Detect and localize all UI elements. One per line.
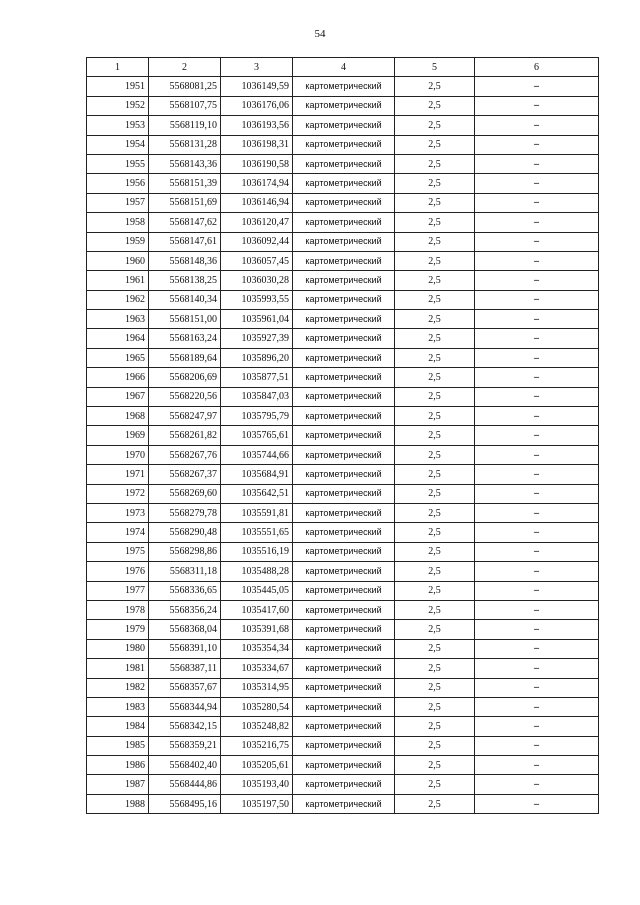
- y-coordinate-cell: 1035314,95: [221, 678, 293, 697]
- point-number-cell: 1967: [87, 387, 149, 406]
- x-coordinate-cell: 5568269,60: [149, 484, 221, 503]
- table-row: [87, 503, 599, 522]
- table-row: [87, 368, 599, 387]
- x-coordinate-cell: 5568290,48: [149, 523, 221, 542]
- table-row: [87, 329, 599, 348]
- accuracy-cell: 2,5: [395, 542, 475, 561]
- table-row: [87, 445, 599, 464]
- table-row: [87, 678, 599, 697]
- accuracy-cell: 2,5: [395, 523, 475, 542]
- x-coordinate-cell: 5568495,16: [149, 794, 221, 813]
- table-row: [87, 562, 599, 581]
- table-row: [87, 232, 599, 251]
- description-cell: –: [475, 581, 599, 600]
- accuracy-cell: 2,5: [395, 678, 475, 697]
- accuracy-cell: 2,5: [395, 426, 475, 445]
- y-coordinate-cell: 1035516,19: [221, 542, 293, 561]
- description-cell: –: [475, 116, 599, 135]
- y-coordinate-cell: 1036176,06: [221, 96, 293, 115]
- method-cell: картометрический: [293, 174, 395, 193]
- accuracy-cell: 2,5: [395, 484, 475, 503]
- table-row: [87, 77, 599, 96]
- y-coordinate-cell: 1035927,39: [221, 329, 293, 348]
- y-coordinate-cell: 1036193,56: [221, 116, 293, 135]
- accuracy-cell: 2,5: [395, 387, 475, 406]
- method-cell: картометрический: [293, 523, 395, 542]
- x-coordinate-cell: 5568298,86: [149, 542, 221, 561]
- description-cell: –: [475, 445, 599, 464]
- description-cell: –: [475, 368, 599, 387]
- point-number-cell: 1983: [87, 697, 149, 716]
- accuracy-cell: 2,5: [395, 775, 475, 794]
- point-number-cell: 1971: [87, 465, 149, 484]
- method-cell: картометрический: [293, 329, 395, 348]
- method-cell: картометрический: [293, 600, 395, 619]
- column-header: 3: [221, 58, 293, 77]
- x-coordinate-cell: 5568163,24: [149, 329, 221, 348]
- y-coordinate-cell: 1036174,94: [221, 174, 293, 193]
- point-number-cell: 1981: [87, 659, 149, 678]
- point-number-cell: 1979: [87, 620, 149, 639]
- y-coordinate-cell: 1035417,60: [221, 600, 293, 619]
- accuracy-cell: 2,5: [395, 736, 475, 755]
- y-coordinate-cell: 1035488,28: [221, 562, 293, 581]
- description-cell: –: [475, 756, 599, 775]
- y-coordinate-cell: 1035795,79: [221, 407, 293, 426]
- description-cell: –: [475, 387, 599, 406]
- method-cell: картометрический: [293, 426, 395, 445]
- description-cell: –: [475, 96, 599, 115]
- table-row: [87, 736, 599, 755]
- y-coordinate-cell: 1036190,58: [221, 154, 293, 173]
- x-coordinate-cell: 5568119,10: [149, 116, 221, 135]
- description-cell: –: [475, 678, 599, 697]
- table-row: [87, 542, 599, 561]
- accuracy-cell: 2,5: [395, 310, 475, 329]
- accuracy-cell: 2,5: [395, 600, 475, 619]
- y-coordinate-cell: 1036149,59: [221, 77, 293, 96]
- point-number-cell: 1951: [87, 77, 149, 96]
- method-cell: картометрический: [293, 368, 395, 387]
- description-cell: –: [475, 407, 599, 426]
- point-number-cell: 1963: [87, 310, 149, 329]
- column-header: 5: [395, 58, 475, 77]
- point-number-cell: 1962: [87, 290, 149, 309]
- method-cell: картометрический: [293, 775, 395, 794]
- point-number-cell: 1966: [87, 368, 149, 387]
- method-cell: картометрический: [293, 659, 395, 678]
- table-row: [87, 465, 599, 484]
- accuracy-cell: 2,5: [395, 77, 475, 96]
- accuracy-cell: 2,5: [395, 717, 475, 736]
- x-coordinate-cell: 5568206,69: [149, 368, 221, 387]
- x-coordinate-cell: 5568147,61: [149, 232, 221, 251]
- description-cell: –: [475, 310, 599, 329]
- table-row: [87, 96, 599, 115]
- description-cell: –: [475, 659, 599, 678]
- y-coordinate-cell: 1035765,61: [221, 426, 293, 445]
- table-row: [87, 697, 599, 716]
- description-cell: –: [475, 775, 599, 794]
- point-number-cell: 1988: [87, 794, 149, 813]
- accuracy-cell: 2,5: [395, 348, 475, 367]
- description-cell: –: [475, 232, 599, 251]
- y-coordinate-cell: 1035248,82: [221, 717, 293, 736]
- point-number-cell: 1987: [87, 775, 149, 794]
- accuracy-cell: 2,5: [395, 562, 475, 581]
- method-cell: картометрический: [293, 213, 395, 232]
- x-coordinate-cell: 5568267,76: [149, 445, 221, 464]
- method-cell: картометрический: [293, 736, 395, 755]
- accuracy-cell: 2,5: [395, 174, 475, 193]
- method-cell: картометрический: [293, 678, 395, 697]
- y-coordinate-cell: 1036057,45: [221, 251, 293, 270]
- method-cell: картометрический: [293, 407, 395, 426]
- table-row: [87, 348, 599, 367]
- method-cell: картометрический: [293, 756, 395, 775]
- x-coordinate-cell: 5568148,36: [149, 251, 221, 270]
- table-row: [87, 174, 599, 193]
- x-coordinate-cell: 5568147,62: [149, 213, 221, 232]
- description-cell: –: [475, 620, 599, 639]
- point-number-cell: 1954: [87, 135, 149, 154]
- point-number-cell: 1978: [87, 600, 149, 619]
- description-cell: –: [475, 135, 599, 154]
- accuracy-cell: 2,5: [395, 116, 475, 135]
- accuracy-cell: 2,5: [395, 581, 475, 600]
- table-row: [87, 794, 599, 813]
- description-cell: –: [475, 329, 599, 348]
- method-cell: картометрический: [293, 542, 395, 561]
- description-cell: –: [475, 290, 599, 309]
- accuracy-cell: 2,5: [395, 213, 475, 232]
- method-cell: картометрический: [293, 620, 395, 639]
- point-number-cell: 1965: [87, 348, 149, 367]
- method-cell: картометрический: [293, 639, 395, 658]
- accuracy-cell: 2,5: [395, 465, 475, 484]
- x-coordinate-cell: 5568081,25: [149, 77, 221, 96]
- description-cell: –: [475, 348, 599, 367]
- table-row: [87, 659, 599, 678]
- table-row: [87, 523, 599, 542]
- x-coordinate-cell: 5568189,64: [149, 348, 221, 367]
- x-coordinate-cell: 5568151,69: [149, 193, 221, 212]
- table-row: [87, 387, 599, 406]
- x-coordinate-cell: 5568311,18: [149, 562, 221, 581]
- point-number-cell: 1953: [87, 116, 149, 135]
- description-cell: –: [475, 271, 599, 290]
- description-cell: –: [475, 193, 599, 212]
- point-number-cell: 1974: [87, 523, 149, 542]
- x-coordinate-cell: 5568151,00: [149, 310, 221, 329]
- column-header: 1: [87, 58, 149, 77]
- y-coordinate-cell: 1035744,66: [221, 445, 293, 464]
- x-coordinate-cell: 5568220,56: [149, 387, 221, 406]
- description-cell: –: [475, 484, 599, 503]
- point-number-cell: 1972: [87, 484, 149, 503]
- description-cell: –: [475, 736, 599, 755]
- method-cell: картометрический: [293, 503, 395, 522]
- x-coordinate-cell: 5568107,75: [149, 96, 221, 115]
- accuracy-cell: 2,5: [395, 620, 475, 639]
- y-coordinate-cell: 1035205,61: [221, 756, 293, 775]
- description-cell: –: [475, 717, 599, 736]
- table-row: [87, 426, 599, 445]
- table-row: [87, 600, 599, 619]
- column-header: 4: [293, 58, 395, 77]
- x-coordinate-cell: 5568387,11: [149, 659, 221, 678]
- table-row: [87, 484, 599, 503]
- y-coordinate-cell: 1035197,50: [221, 794, 293, 813]
- description-cell: –: [475, 154, 599, 173]
- y-coordinate-cell: 1035684,91: [221, 465, 293, 484]
- y-coordinate-cell: 1035280,54: [221, 697, 293, 716]
- method-cell: картометрический: [293, 193, 395, 212]
- description-cell: –: [475, 426, 599, 445]
- description-cell: –: [475, 77, 599, 96]
- description-cell: –: [475, 542, 599, 561]
- y-coordinate-cell: 1035993,55: [221, 290, 293, 309]
- method-cell: картометрический: [293, 794, 395, 813]
- description-cell: –: [475, 523, 599, 542]
- y-coordinate-cell: 1036198,31: [221, 135, 293, 154]
- method-cell: картометрический: [293, 484, 395, 503]
- y-coordinate-cell: 1035354,34: [221, 639, 293, 658]
- description-cell: –: [475, 174, 599, 193]
- method-cell: картометрический: [293, 445, 395, 464]
- table-row: [87, 154, 599, 173]
- y-coordinate-cell: 1035591,81: [221, 503, 293, 522]
- x-coordinate-cell: 5568357,67: [149, 678, 221, 697]
- y-coordinate-cell: 1035642,51: [221, 484, 293, 503]
- y-coordinate-cell: 1036030,28: [221, 271, 293, 290]
- x-coordinate-cell: 5568402,40: [149, 756, 221, 775]
- description-cell: –: [475, 562, 599, 581]
- y-coordinate-cell: 1035847,03: [221, 387, 293, 406]
- method-cell: картометрический: [293, 697, 395, 716]
- point-number-cell: 1961: [87, 271, 149, 290]
- point-number-cell: 1970: [87, 445, 149, 464]
- point-number-cell: 1964: [87, 329, 149, 348]
- table-row: [87, 717, 599, 736]
- method-cell: картометрический: [293, 310, 395, 329]
- method-cell: картометрический: [293, 154, 395, 173]
- point-number-cell: 1982: [87, 678, 149, 697]
- point-number-cell: 1976: [87, 562, 149, 581]
- y-coordinate-cell: 1035877,51: [221, 368, 293, 387]
- method-cell: картометрический: [293, 135, 395, 154]
- point-number-cell: 1973: [87, 503, 149, 522]
- accuracy-cell: 2,5: [395, 251, 475, 270]
- accuracy-cell: 2,5: [395, 659, 475, 678]
- point-number-cell: 1959: [87, 232, 149, 251]
- x-coordinate-cell: 5568143,36: [149, 154, 221, 173]
- x-coordinate-cell: 5568359,21: [149, 736, 221, 755]
- x-coordinate-cell: 5568356,24: [149, 600, 221, 619]
- y-coordinate-cell: 1036120,47: [221, 213, 293, 232]
- method-cell: картометрический: [293, 348, 395, 367]
- table-row: [87, 135, 599, 154]
- table-row: [87, 620, 599, 639]
- x-coordinate-cell: 5568247,97: [149, 407, 221, 426]
- table-row: [87, 407, 599, 426]
- description-cell: –: [475, 697, 599, 716]
- x-coordinate-cell: 5568279,78: [149, 503, 221, 522]
- accuracy-cell: 2,5: [395, 756, 475, 775]
- x-coordinate-cell: 5568342,15: [149, 717, 221, 736]
- point-number-cell: 1986: [87, 756, 149, 775]
- y-coordinate-cell: 1035334,67: [221, 659, 293, 678]
- accuracy-cell: 2,5: [395, 697, 475, 716]
- table-row: [87, 271, 599, 290]
- accuracy-cell: 2,5: [395, 290, 475, 309]
- accuracy-cell: 2,5: [395, 445, 475, 464]
- y-coordinate-cell: 1035445,05: [221, 581, 293, 600]
- point-number-cell: 1969: [87, 426, 149, 445]
- y-coordinate-cell: 1035961,04: [221, 310, 293, 329]
- table-row: [87, 581, 599, 600]
- description-cell: –: [475, 639, 599, 658]
- x-coordinate-cell: 5568368,04: [149, 620, 221, 639]
- method-cell: картометрический: [293, 96, 395, 115]
- accuracy-cell: 2,5: [395, 135, 475, 154]
- description-cell: –: [475, 503, 599, 522]
- table-row: [87, 290, 599, 309]
- x-coordinate-cell: 5568138,25: [149, 271, 221, 290]
- description-cell: –: [475, 794, 599, 813]
- method-cell: картометрический: [293, 290, 395, 309]
- point-number-cell: 1952: [87, 96, 149, 115]
- point-number-cell: 1960: [87, 251, 149, 270]
- table-row: [87, 116, 599, 135]
- point-number-cell: 1968: [87, 407, 149, 426]
- page-number: 54: [314, 28, 326, 40]
- coordinates-table: [86, 57, 599, 814]
- y-coordinate-cell: 1035896,20: [221, 348, 293, 367]
- accuracy-cell: 2,5: [395, 794, 475, 813]
- accuracy-cell: 2,5: [395, 639, 475, 658]
- method-cell: картометрический: [293, 77, 395, 96]
- method-cell: картометрический: [293, 717, 395, 736]
- table-header-row: [87, 58, 599, 77]
- table-row: [87, 193, 599, 212]
- y-coordinate-cell: 1035391,68: [221, 620, 293, 639]
- x-coordinate-cell: 5568336,65: [149, 581, 221, 600]
- accuracy-cell: 2,5: [395, 329, 475, 348]
- table-row: [87, 775, 599, 794]
- table-row: [87, 756, 599, 775]
- point-number-cell: 1957: [87, 193, 149, 212]
- method-cell: картометрический: [293, 562, 395, 581]
- point-number-cell: 1977: [87, 581, 149, 600]
- method-cell: картометрический: [293, 465, 395, 484]
- method-cell: картометрический: [293, 581, 395, 600]
- accuracy-cell: 2,5: [395, 193, 475, 212]
- point-number-cell: 1958: [87, 213, 149, 232]
- table-row: [87, 213, 599, 232]
- point-number-cell: 1955: [87, 154, 149, 173]
- accuracy-cell: 2,5: [395, 96, 475, 115]
- description-cell: –: [475, 600, 599, 619]
- table-row: [87, 639, 599, 658]
- method-cell: картометрический: [293, 251, 395, 270]
- y-coordinate-cell: 1036146,94: [221, 193, 293, 212]
- x-coordinate-cell: 5568391,10: [149, 639, 221, 658]
- x-coordinate-cell: 5568344,94: [149, 697, 221, 716]
- point-number-cell: 1975: [87, 542, 149, 561]
- method-cell: картометрический: [293, 232, 395, 251]
- x-coordinate-cell: 5568267,37: [149, 465, 221, 484]
- method-cell: картометрический: [293, 387, 395, 406]
- x-coordinate-cell: 5568444,86: [149, 775, 221, 794]
- x-coordinate-cell: 5568131,28: [149, 135, 221, 154]
- column-header: 6: [475, 58, 599, 77]
- table-row: [87, 310, 599, 329]
- description-cell: –: [475, 251, 599, 270]
- accuracy-cell: 2,5: [395, 407, 475, 426]
- description-cell: –: [475, 465, 599, 484]
- point-number-cell: 1985: [87, 736, 149, 755]
- description-cell: –: [475, 213, 599, 232]
- table-row: [87, 251, 599, 270]
- point-number-cell: 1984: [87, 717, 149, 736]
- accuracy-cell: 2,5: [395, 368, 475, 387]
- y-coordinate-cell: 1035193,40: [221, 775, 293, 794]
- column-header: 2: [149, 58, 221, 77]
- accuracy-cell: 2,5: [395, 271, 475, 290]
- y-coordinate-cell: 1035216,75: [221, 736, 293, 755]
- accuracy-cell: 2,5: [395, 232, 475, 251]
- point-number-cell: 1980: [87, 639, 149, 658]
- y-coordinate-cell: 1035551,65: [221, 523, 293, 542]
- point-number-cell: 1956: [87, 174, 149, 193]
- x-coordinate-cell: 5568140,34: [149, 290, 221, 309]
- accuracy-cell: 2,5: [395, 503, 475, 522]
- accuracy-cell: 2,5: [395, 154, 475, 173]
- method-cell: картометрический: [293, 116, 395, 135]
- x-coordinate-cell: 5568151,39: [149, 174, 221, 193]
- x-coordinate-cell: 5568261,82: [149, 426, 221, 445]
- y-coordinate-cell: 1036092,44: [221, 232, 293, 251]
- method-cell: картометрический: [293, 271, 395, 290]
